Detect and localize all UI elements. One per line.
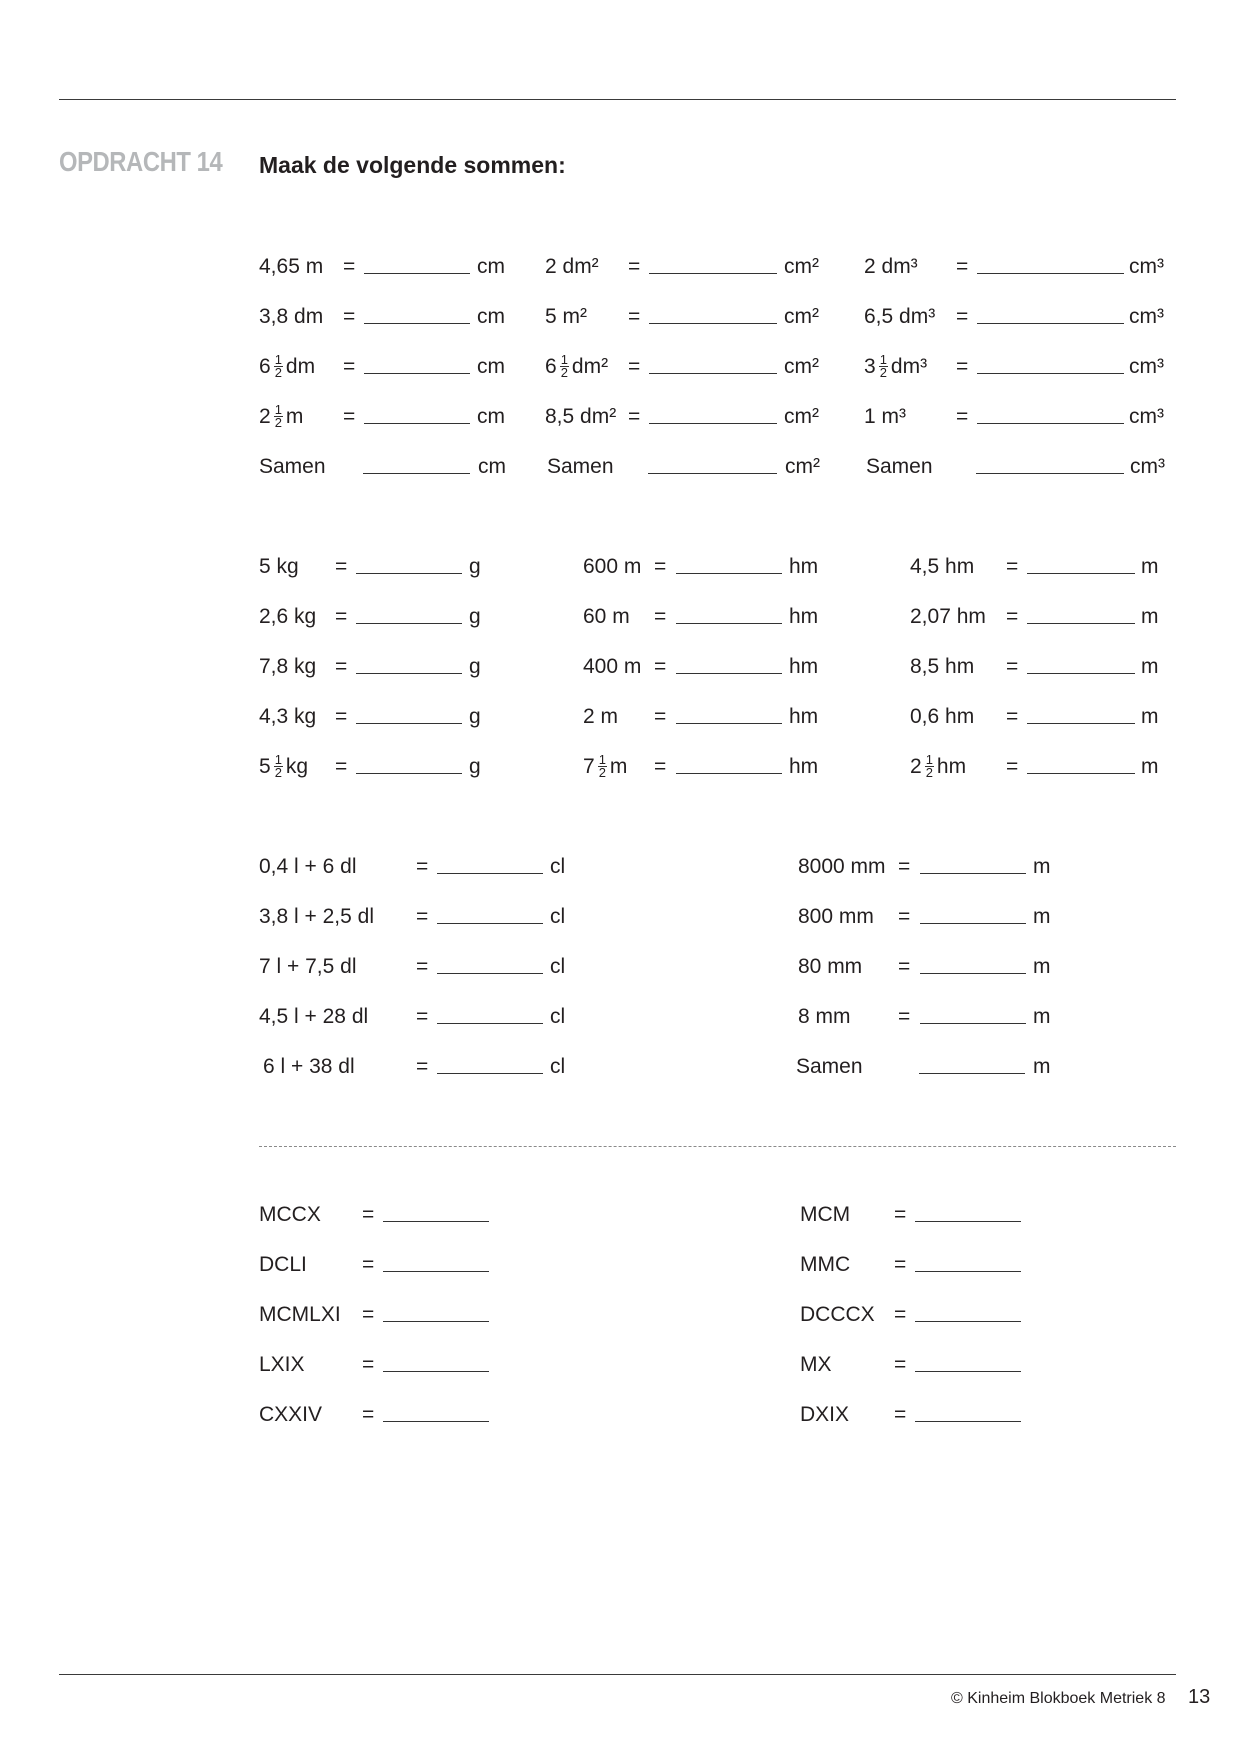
- equals-sign: =: [898, 855, 911, 878]
- problem-label: [259, 752, 308, 782]
- problem-whole: 4,3 kg: [259, 705, 317, 728]
- fraction-denominator: 2: [274, 765, 282, 780]
- equals-sign: =: [898, 1005, 911, 1028]
- equals-sign: =: [343, 405, 356, 428]
- problem-unit: dm³: [890, 355, 928, 378]
- equals-sign: =: [362, 1303, 375, 1326]
- problem-label: 80 mm: [798, 955, 863, 978]
- answer-blank[interactable]: [920, 923, 1026, 924]
- answer-blank[interactable]: [1027, 573, 1135, 574]
- equals-sign: =: [1006, 605, 1019, 628]
- problem-row: [0, 302, 1240, 332]
- problem-label: 800 mm: [798, 905, 874, 928]
- problem-label: [864, 352, 927, 382]
- equals-sign: =: [343, 305, 356, 328]
- answer-blank[interactable]: [977, 373, 1124, 374]
- target-unit: cm²: [784, 255, 819, 278]
- equals-sign: =: [628, 305, 641, 328]
- target-unit: hm: [789, 655, 819, 678]
- problem-label: MCCX: [259, 1203, 321, 1226]
- equals-sign: =: [362, 1353, 375, 1376]
- target-unit: cm: [478, 455, 506, 478]
- total-label: Samen: [866, 455, 933, 478]
- answer-blank[interactable]: [383, 1371, 489, 1372]
- problem-label: CXXIV: [259, 1403, 323, 1426]
- problem-whole: 2,6 kg: [259, 605, 317, 628]
- fraction-numerator: 1: [925, 752, 933, 767]
- problem-label: [910, 552, 974, 582]
- target-unit: cm²: [784, 405, 819, 428]
- problem-whole: 5 kg: [259, 555, 299, 578]
- answer-blank[interactable]: [364, 273, 470, 274]
- equals-sign: =: [416, 905, 429, 928]
- answer-blank[interactable]: [356, 573, 462, 574]
- answer-blank[interactable]: [356, 623, 462, 624]
- problem-row: [0, 352, 1240, 382]
- equals-sign: =: [335, 605, 348, 628]
- problem-row: [0, 1350, 1240, 1380]
- equals-sign: =: [956, 405, 969, 428]
- answer-blank[interactable]: [920, 873, 1026, 874]
- problem-label: [910, 652, 974, 682]
- problem-whole: 2: [259, 405, 271, 428]
- fraction-numerator: 1: [598, 752, 606, 767]
- problem-whole: 6,5 dm³: [864, 305, 936, 328]
- problem-whole: 1 m³: [864, 405, 906, 428]
- problem-whole: 4,65 m: [259, 255, 324, 278]
- target-unit: cm²: [785, 455, 820, 478]
- equals-sign: =: [654, 605, 667, 628]
- total-label: Samen: [796, 1055, 863, 1078]
- target-unit: cm³: [1129, 355, 1164, 378]
- bottom-rule: [59, 1674, 1176, 1675]
- equals-sign: =: [335, 655, 348, 678]
- problem-row: [0, 452, 1240, 482]
- answer-blank[interactable]: [364, 423, 470, 424]
- equals-sign: =: [628, 255, 641, 278]
- fraction-denominator: 2: [274, 365, 282, 380]
- equals-sign: =: [1006, 655, 1019, 678]
- problem-label: DCCCX: [800, 1303, 875, 1326]
- problem-whole: 0,6 hm: [910, 705, 975, 728]
- answer-blank[interactable]: [915, 1271, 1021, 1272]
- answer-blank[interactable]: [920, 973, 1026, 974]
- answer-blank[interactable]: [676, 723, 782, 724]
- target-unit: cl: [550, 1005, 566, 1028]
- equals-sign: =: [654, 755, 667, 778]
- target-unit: cl: [550, 1055, 566, 1078]
- fraction-denominator: 2: [598, 765, 606, 780]
- equals-sign: =: [1006, 555, 1019, 578]
- problem-unit: m: [285, 405, 304, 428]
- problem-whole: 2: [910, 755, 922, 778]
- problem-label: MMC: [800, 1253, 851, 1276]
- target-unit: cm: [477, 255, 505, 278]
- problem-label: 0,4 l + 6 dl: [259, 855, 357, 878]
- target-unit: cm: [477, 305, 505, 328]
- answer-blank[interactable]: [437, 873, 543, 874]
- answer-blank[interactable]: [919, 1073, 1025, 1074]
- answer-blank[interactable]: [676, 773, 782, 774]
- problem-label: [910, 752, 966, 782]
- problem-label: LXIX: [259, 1353, 305, 1376]
- problem-label: 4,5 l + 28 dl: [259, 1005, 369, 1028]
- target-unit: cm³: [1130, 455, 1165, 478]
- footer-copyright: © Kinheim Blokboek Metriek 8: [951, 1690, 1166, 1707]
- target-unit: m: [1033, 855, 1051, 878]
- problem-label: DCLI: [259, 1253, 307, 1276]
- problem-label: DXIX: [800, 1403, 850, 1426]
- problem-label: 6 l + 38 dl: [263, 1055, 355, 1078]
- answer-blank[interactable]: [649, 273, 777, 274]
- answer-blank[interactable]: [383, 1221, 489, 1222]
- equals-sign: =: [416, 855, 429, 878]
- fraction-numerator: 1: [560, 352, 568, 367]
- equals-sign: =: [416, 955, 429, 978]
- problem-label: [259, 702, 316, 732]
- equals-sign: =: [894, 1353, 907, 1376]
- answer-blank[interactable]: [1027, 773, 1135, 774]
- problem-label: 8000 mm: [798, 855, 886, 878]
- fraction-numerator: 1: [879, 352, 887, 367]
- problem-label: [910, 702, 974, 732]
- problem-row: [0, 1250, 1240, 1280]
- equals-sign: =: [362, 1203, 375, 1226]
- problem-row: [0, 552, 1240, 582]
- page-number: 13: [1188, 1686, 1211, 1708]
- total-label: Samen: [547, 455, 614, 478]
- problem-row: [0, 1052, 1240, 1082]
- answer-blank[interactable]: [356, 773, 462, 774]
- problem-label: 8 mm: [798, 1005, 851, 1028]
- target-unit: cm²: [784, 355, 819, 378]
- problem-label: MCM: [800, 1203, 851, 1226]
- problem-whole: 2 dm³: [864, 255, 918, 278]
- equals-sign: =: [894, 1253, 907, 1276]
- problem-label: [864, 402, 906, 432]
- equals-sign: =: [654, 555, 667, 578]
- answer-blank[interactable]: [976, 473, 1124, 474]
- problem-whole: 2 dm²: [545, 255, 599, 278]
- equals-sign: =: [1006, 705, 1019, 728]
- answer-blank[interactable]: [363, 473, 470, 474]
- target-unit: g: [469, 655, 481, 678]
- problem-whole: 8,5 hm: [910, 655, 975, 678]
- problem-label: [583, 602, 630, 632]
- problem-label: [583, 752, 627, 782]
- problem-row: [0, 1300, 1240, 1330]
- problem-row: [0, 852, 1240, 882]
- target-unit: cl: [550, 955, 566, 978]
- problem-whole: 7,8 kg: [259, 655, 317, 678]
- answer-blank[interactable]: [1027, 673, 1135, 674]
- problem-whole: 5 m²: [545, 305, 587, 328]
- problem-row: [0, 602, 1240, 632]
- answer-blank[interactable]: [437, 973, 543, 974]
- problem-row: [0, 1200, 1240, 1230]
- equals-sign: =: [894, 1403, 907, 1426]
- answer-blank[interactable]: [649, 373, 777, 374]
- answer-blank[interactable]: [649, 323, 777, 324]
- fraction: [274, 354, 283, 379]
- problem-label: [545, 352, 608, 382]
- answer-blank[interactable]: [977, 273, 1124, 274]
- fraction-denominator: 2: [879, 365, 887, 380]
- fraction-denominator: 2: [274, 415, 282, 430]
- problem-label: [864, 302, 935, 332]
- problem-label: [583, 652, 641, 682]
- target-unit: cm: [477, 405, 505, 428]
- problem-whole: 600 m: [583, 555, 642, 578]
- problem-label: [259, 552, 299, 582]
- target-unit: cm³: [1129, 305, 1164, 328]
- equals-sign: =: [335, 555, 348, 578]
- equals-sign: =: [335, 705, 348, 728]
- target-unit: hm: [789, 705, 819, 728]
- answer-blank[interactable]: [920, 1023, 1026, 1024]
- target-unit: m: [1141, 605, 1159, 628]
- top-rule: [59, 99, 1176, 100]
- answer-blank[interactable]: [676, 623, 782, 624]
- target-unit: g: [469, 705, 481, 728]
- fraction: [879, 354, 888, 379]
- problem-row: [0, 952, 1240, 982]
- target-unit: g: [469, 605, 481, 628]
- assignment-label: OPDRACHT 14: [59, 146, 223, 177]
- problem-whole: 5: [259, 755, 271, 778]
- equals-sign: =: [343, 255, 356, 278]
- fraction: [925, 754, 934, 779]
- problem-whole: 400 m: [583, 655, 642, 678]
- problem-label: [259, 252, 323, 282]
- problem-whole: 3: [864, 355, 876, 378]
- equals-sign: =: [628, 405, 641, 428]
- problem-whole: 3,8 dm: [259, 305, 324, 328]
- equals-sign: =: [898, 955, 911, 978]
- problem-unit: dm: [285, 355, 316, 378]
- problem-label: MX: [800, 1353, 832, 1376]
- target-unit: g: [469, 755, 481, 778]
- total-label: Samen: [259, 455, 326, 478]
- answer-blank[interactable]: [356, 673, 462, 674]
- target-unit: m: [1141, 755, 1159, 778]
- target-unit: hm: [789, 555, 819, 578]
- target-unit: m: [1033, 1055, 1051, 1078]
- problem-label: [545, 402, 616, 432]
- equals-sign: =: [416, 1005, 429, 1028]
- target-unit: m: [1033, 955, 1051, 978]
- problem-label: [583, 552, 641, 582]
- problem-whole: 8,5 dm²: [545, 405, 617, 428]
- equals-sign: =: [654, 655, 667, 678]
- target-unit: m: [1141, 555, 1159, 578]
- problem-unit: hm: [936, 755, 967, 778]
- answer-blank[interactable]: [915, 1221, 1021, 1222]
- equals-sign: =: [362, 1403, 375, 1426]
- target-unit: m: [1033, 905, 1051, 928]
- problem-label: [583, 702, 618, 732]
- problem-label: 3,8 l + 2,5 dl: [259, 905, 374, 928]
- problem-whole: 2 m: [583, 705, 619, 728]
- problem-whole: 7: [583, 755, 595, 778]
- problem-label: [259, 652, 316, 682]
- problem-whole: 60 m: [583, 605, 630, 628]
- target-unit: hm: [789, 755, 819, 778]
- fraction-numerator: 1: [274, 752, 282, 767]
- equals-sign: =: [343, 355, 356, 378]
- answer-blank[interactable]: [676, 673, 782, 674]
- target-unit: m: [1141, 655, 1159, 678]
- answer-blank[interactable]: [1027, 623, 1135, 624]
- answer-blank[interactable]: [1027, 723, 1135, 724]
- fraction-numerator: 1: [274, 352, 282, 367]
- answer-blank[interactable]: [915, 1371, 1021, 1372]
- fraction-numerator: 1: [274, 402, 282, 417]
- answer-blank[interactable]: [915, 1321, 1021, 1322]
- problem-row: [0, 652, 1240, 682]
- answer-blank[interactable]: [364, 323, 470, 324]
- fraction: [560, 354, 569, 379]
- problem-whole: 2,07 hm: [910, 605, 986, 628]
- problem-row: [0, 902, 1240, 932]
- problem-label: [259, 402, 303, 432]
- target-unit: cl: [550, 905, 566, 928]
- problem-unit: dm²: [571, 355, 609, 378]
- problem-label: [864, 252, 918, 282]
- equals-sign: =: [1006, 755, 1019, 778]
- problem-label: [259, 302, 323, 332]
- instruction-text: Maak de volgende sommen:: [259, 152, 566, 178]
- answer-blank[interactable]: [437, 1073, 543, 1074]
- equals-sign: =: [362, 1253, 375, 1276]
- answer-blank[interactable]: [437, 1023, 543, 1024]
- answer-blank[interactable]: [648, 473, 777, 474]
- problem-unit: kg: [285, 755, 309, 778]
- problem-label: [545, 252, 599, 282]
- equals-sign: =: [335, 755, 348, 778]
- problem-unit: m: [609, 755, 628, 778]
- problem-whole: 6: [545, 355, 557, 378]
- problem-row: [0, 702, 1240, 732]
- problem-row: [0, 1002, 1240, 1032]
- equals-sign: =: [628, 355, 641, 378]
- answer-blank[interactable]: [383, 1321, 489, 1322]
- target-unit: cm³: [1129, 405, 1164, 428]
- dotted-divider: [259, 1146, 1176, 1147]
- answer-blank[interactable]: [437, 923, 543, 924]
- problem-label: [259, 352, 315, 382]
- fraction: [274, 754, 283, 779]
- answer-blank[interactable]: [356, 723, 462, 724]
- target-unit: g: [469, 555, 481, 578]
- problem-label: [545, 302, 587, 332]
- answer-blank[interactable]: [364, 373, 470, 374]
- equals-sign: =: [416, 1055, 429, 1078]
- equals-sign: =: [894, 1303, 907, 1326]
- answer-blank[interactable]: [649, 423, 777, 424]
- fraction: [598, 754, 607, 779]
- answer-blank[interactable]: [383, 1271, 489, 1272]
- problem-row: [0, 752, 1240, 782]
- target-unit: cm: [477, 355, 505, 378]
- problem-whole: 4,5 hm: [910, 555, 975, 578]
- equals-sign: =: [956, 305, 969, 328]
- answer-blank[interactable]: [977, 423, 1124, 424]
- fraction: [274, 404, 283, 429]
- equals-sign: =: [956, 255, 969, 278]
- answer-blank[interactable]: [383, 1421, 489, 1422]
- fraction-denominator: 2: [925, 765, 933, 780]
- equals-sign: =: [956, 355, 969, 378]
- target-unit: m: [1141, 705, 1159, 728]
- problem-row: [0, 402, 1240, 432]
- answer-blank[interactable]: [977, 323, 1124, 324]
- equals-sign: =: [654, 705, 667, 728]
- problem-label: [259, 602, 316, 632]
- fraction-denominator: 2: [560, 365, 568, 380]
- equals-sign: =: [898, 905, 911, 928]
- target-unit: cm²: [784, 305, 819, 328]
- problem-label: MCMLXI: [259, 1303, 341, 1326]
- target-unit: cm³: [1129, 255, 1164, 278]
- problem-row: [0, 252, 1240, 282]
- target-unit: hm: [789, 605, 819, 628]
- target-unit: cl: [550, 855, 566, 878]
- problem-label: [910, 602, 986, 632]
- problem-whole: 6: [259, 355, 271, 378]
- answer-blank[interactable]: [915, 1421, 1021, 1422]
- answer-blank[interactable]: [676, 573, 782, 574]
- problem-label: 7 l + 7,5 dl: [259, 955, 357, 978]
- problem-row: [0, 1400, 1240, 1430]
- target-unit: m: [1033, 1005, 1051, 1028]
- equals-sign: =: [894, 1203, 907, 1226]
